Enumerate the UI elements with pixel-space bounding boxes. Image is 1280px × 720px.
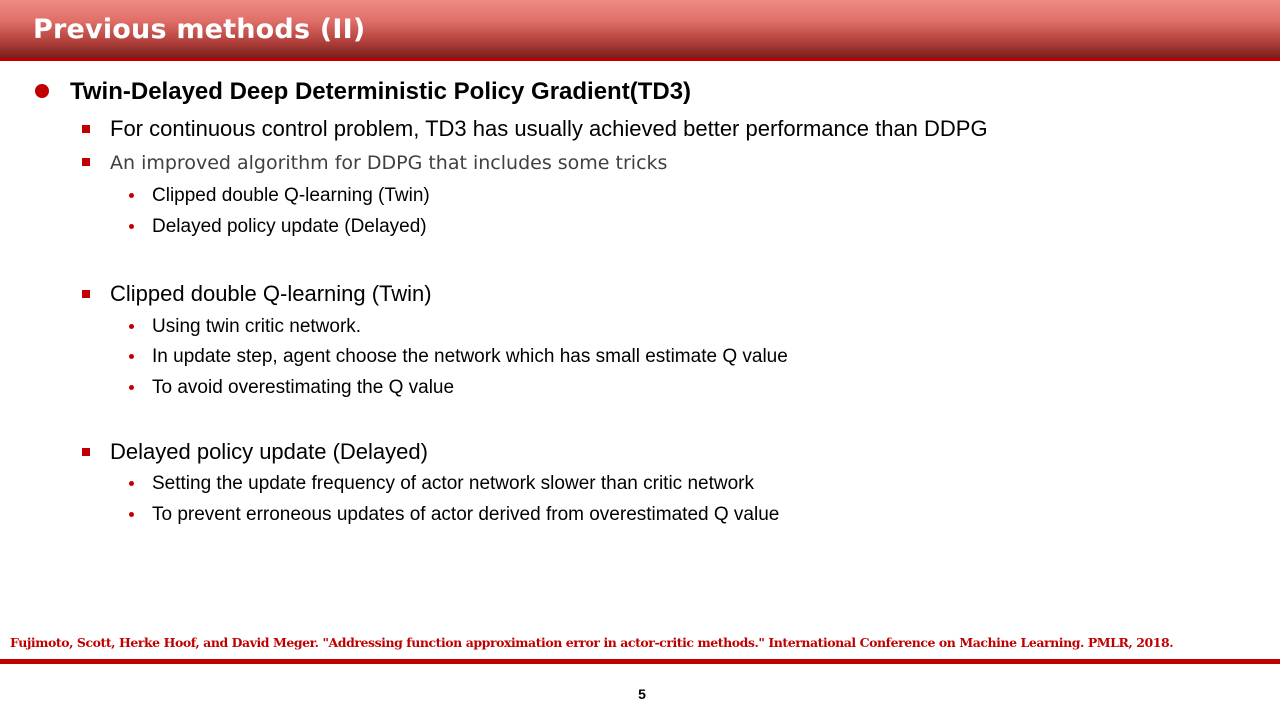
delayed-item: Setting the update frequency of actor network slower than critic network [152, 473, 754, 494]
small-bullet-icon [129, 481, 134, 486]
small-bullet-icon [129, 193, 134, 198]
bullet-dot-icon [35, 84, 49, 98]
square-bullet-icon [82, 448, 90, 456]
square-bullet-icon [82, 290, 90, 298]
small-bullet-icon [129, 324, 134, 329]
trick-item: Clipped double Q-learning (Twin) [152, 185, 430, 206]
square-bullet-icon [82, 158, 90, 166]
reference-citation: Fujimoto, Scott, Herke Hoof, and David Meger. "Addressing function approximation error in actor-critic methods." International Conference on Machine Learning. PMLR, 2018. [10, 635, 1174, 650]
intro-point-1: For continuous control problem, TD3 has usually achieved better performance than DDPG [110, 116, 988, 141]
page-number: 5 [638, 686, 646, 702]
delayed-item: To prevent erroneous updates of actor derived from overestimated Q value [152, 504, 780, 525]
square-bullet-icon [82, 125, 90, 133]
main-heading: Twin-Delayed Deep Deterministic Policy Gradient(TD3) [70, 78, 692, 105]
small-bullet-icon [129, 354, 134, 359]
small-bullet-icon [129, 385, 134, 390]
small-bullet-icon [129, 512, 134, 517]
twin-item: In update step, agent choose the network which has small estimate Q value [152, 346, 788, 367]
delayed-heading: Delayed policy update (Delayed) [110, 439, 428, 464]
twin-heading: Clipped double Q-learning (Twin) [110, 281, 432, 306]
intro-point-2: An improved algorithm for DDPG that includes some tricks [110, 152, 668, 174]
footer-divider [0, 659, 1280, 664]
twin-item: Using twin critic network. [152, 316, 362, 337]
slide-title: Previous methods (II) [33, 14, 366, 45]
small-bullet-icon [129, 224, 134, 229]
title-underline [0, 58, 1280, 61]
twin-item: To avoid overestimating the Q value [152, 377, 455, 398]
trick-item: Delayed policy update (Delayed) [152, 216, 427, 237]
